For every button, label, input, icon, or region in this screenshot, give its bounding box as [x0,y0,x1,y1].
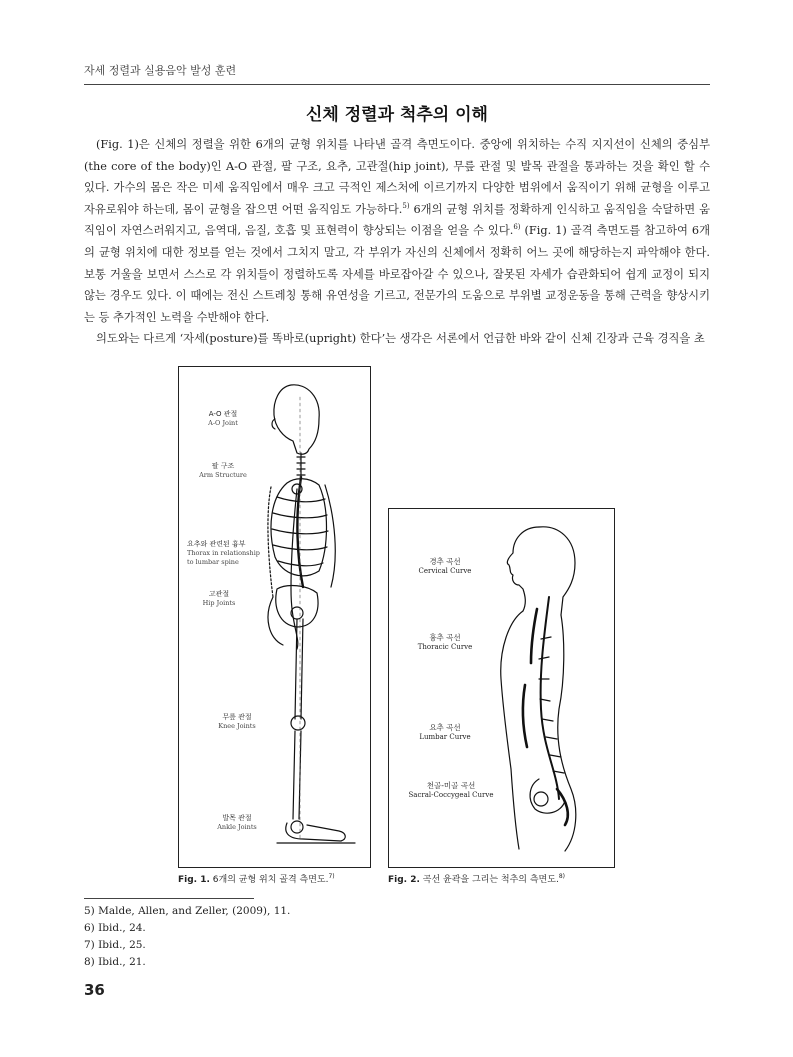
footnote-ref: 8) [558,873,565,880]
label-arm-structure: 팔 구조 Arm Structure [199,462,247,479]
page-number: 36 [84,981,105,999]
footnote-ref: 5) [402,202,410,211]
section-title: 신체 정렬과 척추의 이해 [306,105,488,125]
skeleton-side-view-illustration [179,367,370,867]
label-sacral-coccygeal-curve: 천골-미골 곡선 Sacral-Coccygeal Curve [408,781,494,799]
body-text [84,134,710,350]
text-run: (Fig. 1) 골격 측면도를 참고하여 6개의 균형 위치에 대한 정보를 얻는 것에서 그치지 말고, 각 부위가 자신의 신체에서 정확히 어느 곳에 해당하는지 파악해야 한다. 보통 거울을 보면서 스스로 각 위치들이 정렬하도록 자세를 바로잡아갈 수 있으나, 잘못된 자세가 습관화되어 쉽게 교정이 되지 않는 경우도 있다. 이 때에는 전신 스트레칭 통해 유연성을 기르고, 전문가의 도움으로 부위별 교정운동을 통해 근력을 향상시키는 등 추가적인 노력을 수반해야 한다. [84,224,710,324]
text-run: 의도와는 다르게 ‘자세(posture)를 똑바로(upright) 한다’는 생각은 서론에서 언급한 바와 같이 신체 긴장과 근육 경직을 초 [96,332,705,346]
figure-2-number: Fig. 2. [388,875,420,885]
label-lumbar-curve: 요추 곡선 Lumbar Curve [419,723,471,741]
figure-2-caption-text: 곡선 윤곽을 그리는 척추의 측면도. [419,875,559,885]
footnote: 8) Ibid., 21. [84,956,146,968]
label-knee-joints: 무릎 관절 Knee Joints [218,713,256,730]
label-thorax: 요추와 관련된 흉부 Thorax in relationship to lumbar spine [187,540,260,566]
figure-2-caption [388,872,565,885]
label-ankle-joints: 발목 관절 Ankle Joints [217,814,257,831]
text-run: 6개의 균형 위치를 정확하게 인식하고 움직임을 숙달하면 움직임이 자연스러워지고, 음역대, 음질, 호흡 및 표현력이 향상되는 이점을 얻을 수 있다. [84,202,710,238]
paragraph [84,328,710,350]
figure-1-caption-text: 6개의 균형 위치 골격 측면도. [209,875,329,885]
footnote: 6) Ibid., 24. [84,922,146,934]
figure-1-number: Fig. 1. [178,875,210,885]
footnote-ref: 6) [513,223,521,232]
footnote-divider [84,898,254,899]
footnotes [84,903,290,971]
figure-1-skeleton [178,366,371,868]
footnote-ref: 7) [328,873,335,880]
paragraph [84,134,710,328]
footnote: 7) Ibid., 25. [84,939,146,951]
figure-2-spine-curves [388,508,615,868]
label-ao-joint: A-O 관절 A-O Joint [208,410,238,427]
label-cervical-curve: 경추 곡선 Cervical Curve [418,557,472,575]
label-hip-joints: 고관절 Hip Joints [202,590,236,607]
running-head: 자세 정렬과 실용음악 발성 훈련 [84,62,710,85]
footnote: 5) Malde, Allen, and Zeller, (2009), 11. [84,905,291,917]
text-run: (Fig. 1)은 신체의 정렬을 위한 6개의 균형 위치를 나타낸 골격 측면도이다. 중앙에 위치하는 수직 지지선이 신체의 중심부(the core of the body)인 A-O 관절, 팔 구조, 요추, 고관절(hip joint), 무릎 관절 및 발목 관절을 통과하는 것을 확인 할 수 있다. 가수의 몸은 작은 미세 움직임에서 매우 크고 극적인 제스처에 이르기까지 다양한 범위에서 움직이기 위해 균형을 이루고 자유로워야 하는데, 몸이 균형을 잡으면 어떤 움직임도 가능하다. [84,138,710,216]
figure-1-caption [178,872,335,885]
label-thoracic-curve: 흉추 곡선 Thoracic Curve [417,633,473,651]
